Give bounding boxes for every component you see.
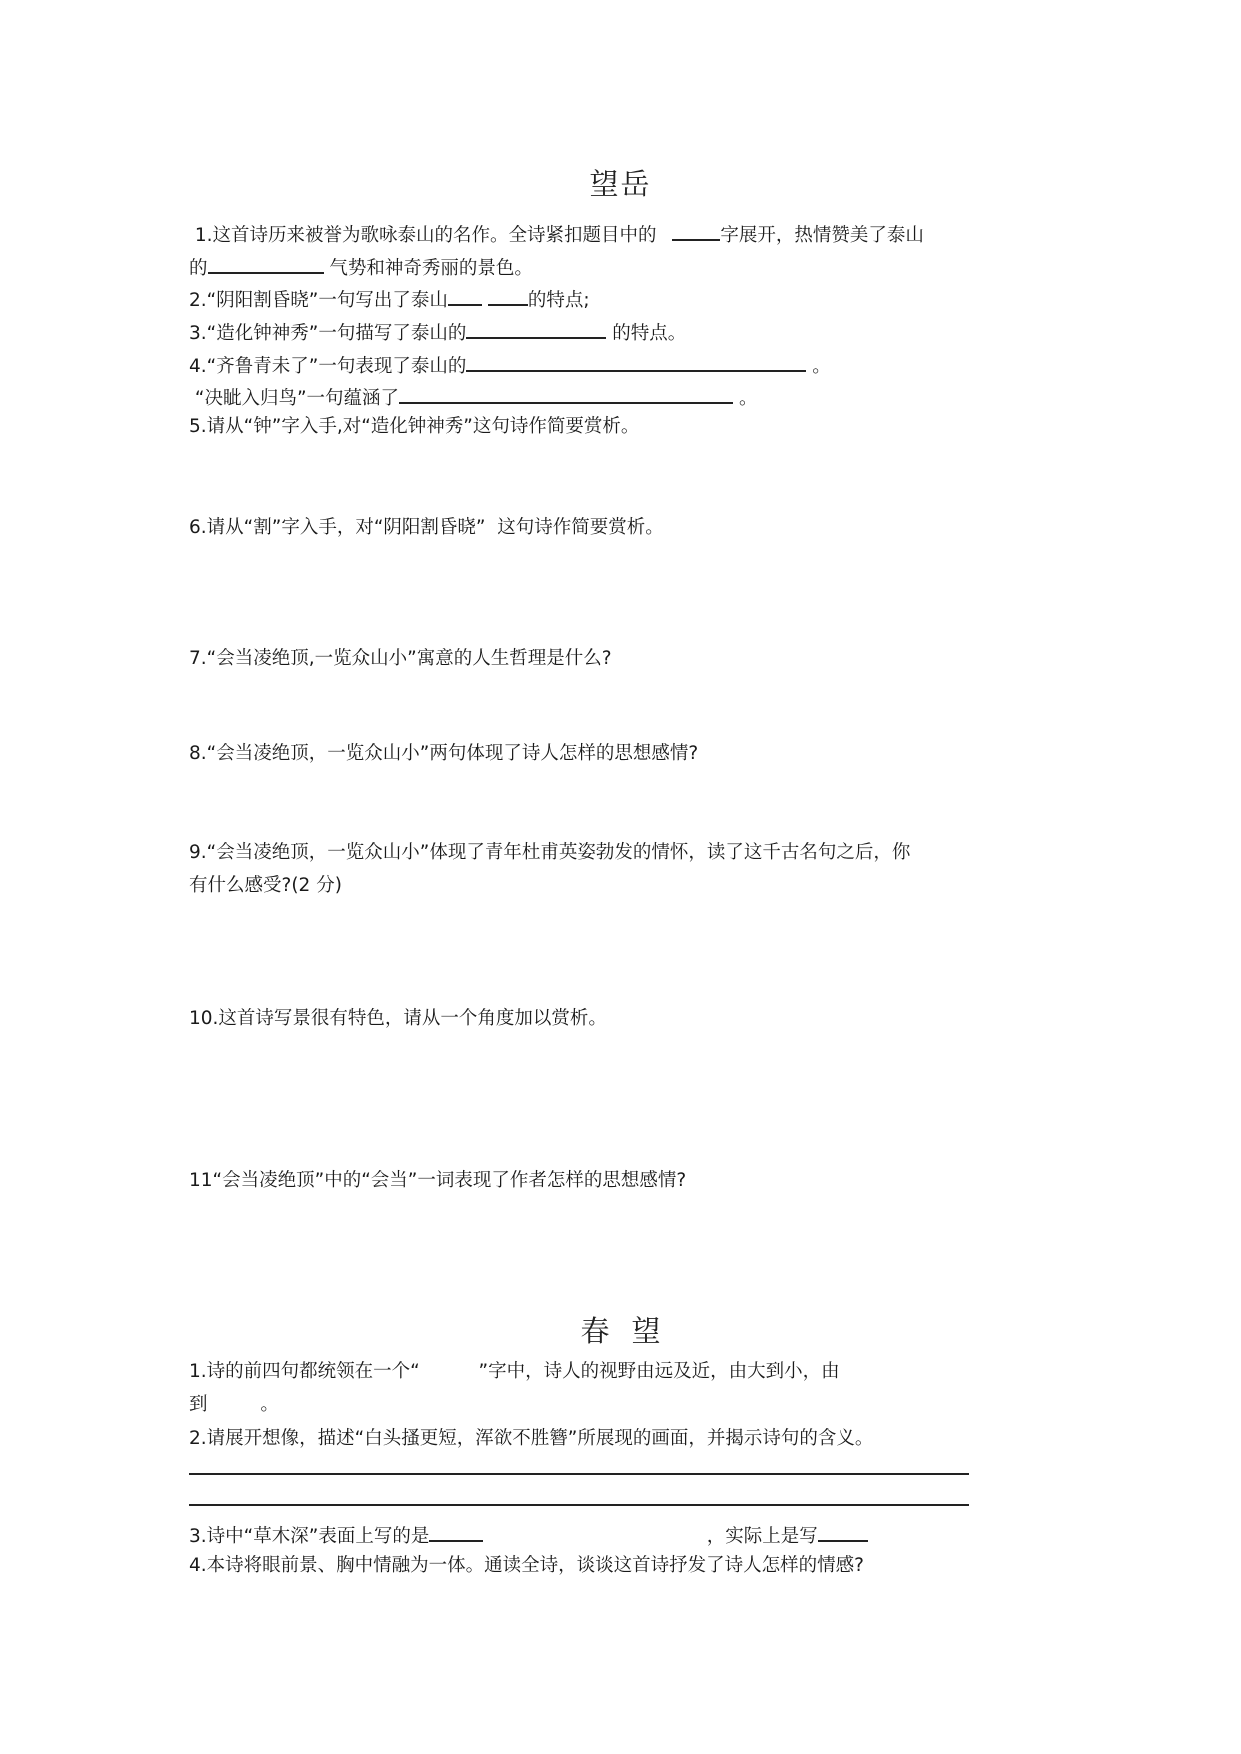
answer-blank[interactable] <box>818 1520 868 1542</box>
poem2-title: 春望 <box>580 1314 683 1348</box>
poem1-q1-line1 <box>189 219 924 249</box>
answer-blank[interactable] <box>448 284 482 306</box>
poem1-title: 望岳 <box>589 167 652 201</box>
poem1-q4b-text2: 。 <box>733 388 758 409</box>
poem1-q4b-text: “决眦入归鸟”一句蕴涵了 <box>189 388 400 409</box>
poem2-q3 <box>189 1520 868 1550</box>
poem1-q2-text2: 的特点; <box>527 290 590 311</box>
answer-blank[interactable] <box>466 317 606 339</box>
poem2-q1-line1: 1.诗的前四句都统领在一个“ ”字中，诗人的视野由远及近，由大到小，由 <box>189 1361 840 1382</box>
poem2-q3-text2: ，实际上是写 <box>483 1526 818 1547</box>
answer-blank[interactable] <box>429 1520 483 1542</box>
poem1-q1-line2 <box>189 252 533 282</box>
poem1-q9-line1: 9.“会当凌绝顶，一览众山小”体现了青年杜甫英姿勃发的情怀，读了这千古名句之后，你 <box>189 842 911 863</box>
poem1-q1-text2: 字展开，热情赞美了泰山 <box>720 225 924 246</box>
poem1-q7: 7.“会当凌绝顶,一览众山小”寓意的人生哲理是什么? <box>189 648 612 669</box>
poem1-q2-text: 2.“阴阳割昏晓”一句写出了泰山 <box>189 290 448 311</box>
poem1-q4-text: 4.“齐鲁青未了”一句表现了泰山的 <box>189 356 467 377</box>
answer-line[interactable] <box>189 1473 969 1475</box>
poem1-q4b <box>189 382 757 412</box>
poem1-q9-line2: 有什么感受?(2 分) <box>189 875 342 896</box>
answer-blank[interactable] <box>488 284 528 306</box>
poem1-q10: 10.这首诗写景很有特色，请从一个角度加以赏析。 <box>189 1008 607 1029</box>
answer-blank[interactable] <box>672 219 720 241</box>
answer-blank[interactable] <box>399 382 733 404</box>
poem1-q6: 6.请从“割”字入手，对“阴阳割昏晓” 这句诗作简要赏析。 <box>189 517 664 538</box>
poem1-q1-text: 1.这首诗历来被誉为歌咏泰山的名作。全诗紧扣题目中的 <box>189 225 663 246</box>
poem1-q4 <box>189 350 831 380</box>
poem1-q2 <box>189 284 590 314</box>
answer-blank[interactable] <box>208 252 324 274</box>
poem1-q1-text3: 的 <box>189 258 208 279</box>
poem1-q1-text4: 气势和神奇秀丽的景色。 <box>323 258 533 279</box>
answer-line[interactable] <box>189 1504 969 1506</box>
poem1-q3-text2: 的特点。 <box>606 323 687 344</box>
poem2-q2: 2.请展开想像，描述“白头搔更短，浑欲不胜簪”所展现的画面，并揭示诗句的含义。 <box>189 1428 874 1449</box>
poem1-q5: 5.请从“钟”字入手,对“造化钟神秀”这句诗作简要赏析。 <box>189 416 640 437</box>
poem1-q4-text2: 。 <box>806 356 831 377</box>
answer-blank[interactable] <box>466 350 806 372</box>
poem1-q11: 11“会当凌绝顶”中的“会当”一词表现了作者怎样的思想感情? <box>189 1170 687 1191</box>
poem2-q1-line2: 到 。 <box>189 1394 279 1415</box>
poem2-q3-text: 3.诗中“草木深”表面上写的是 <box>189 1526 430 1547</box>
poem1-q3-text: 3.“造化钟神秀”一句描写了泰山的 <box>189 323 467 344</box>
poem1-q3 <box>189 317 686 347</box>
poem2-q4: 4.本诗将眼前景、胸中情融为一体。通读全诗，谈谈这首诗抒发了诗人怎样的情感? <box>189 1555 864 1576</box>
poem1-q8: 8.“会当凌绝顶，一览众山小”两句体现了诗人怎样的思想感情? <box>189 743 699 764</box>
